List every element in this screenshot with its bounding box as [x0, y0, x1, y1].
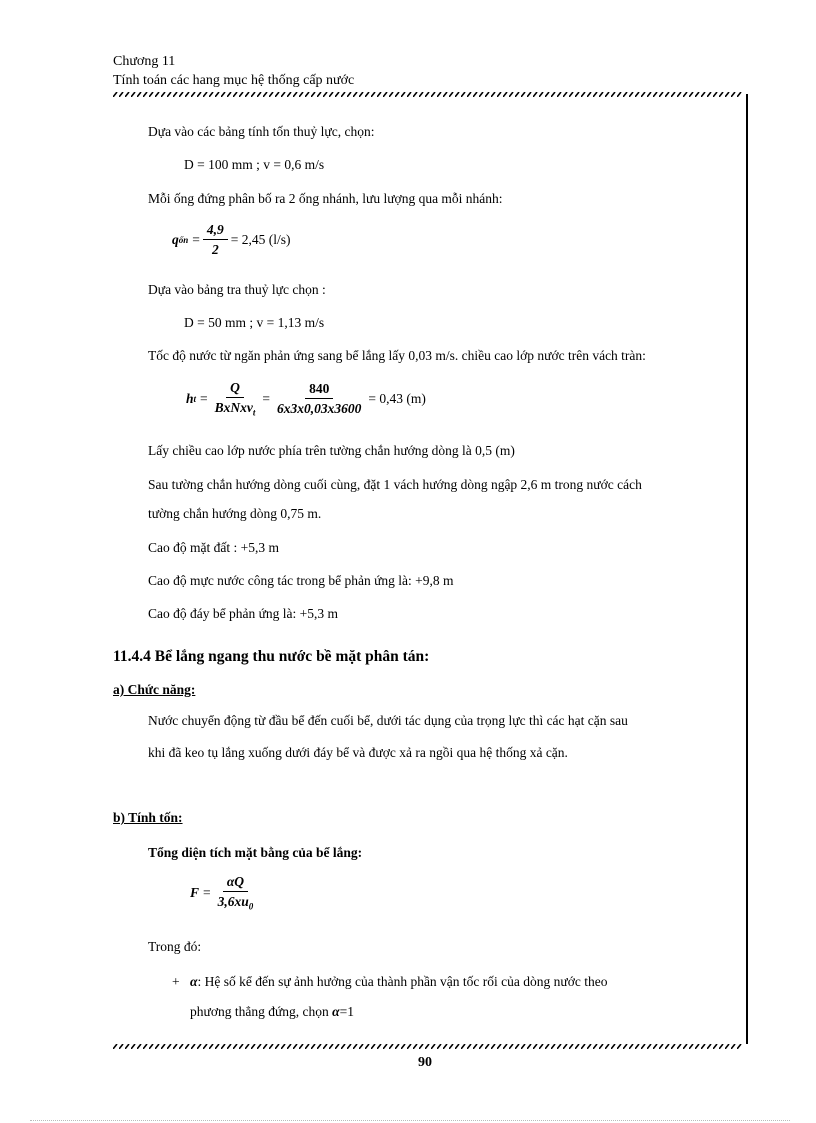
text-line: Nước chuyển động từ đầu bể đến cuối bể, dưới tác dụng của trọng lực thì các hạt cặn sau — [148, 713, 628, 728]
text-line: Mỗi ống đứng phân bố ra 2 ống nhánh, lưu lượng qua mỗi nhánh: — [148, 191, 503, 206]
bullet-line — [190, 974, 607, 990]
text-line: Cao độ mặt đất : +5,3 m — [148, 540, 279, 555]
bullet-mark: + — [172, 974, 180, 989]
formula-result: = 2,45 (l/s) — [230, 232, 291, 247]
footer-rule — [113, 1044, 743, 1049]
formula-numerator: 840 — [305, 381, 333, 399]
formula-denominator: 2 — [211, 242, 219, 257]
bold-line: Tổng diện tích mặt bằng của bể lắng: — [148, 845, 363, 860]
formula-denominator-sub: t — [252, 407, 256, 418]
text-line: D = 50 mm ; v = 1,13 m/s — [184, 315, 325, 330]
bullet-text: phương thẳng đứng, chọn — [190, 1004, 329, 1019]
text-line: tường chắn hướng dòng 0,75 m. — [148, 506, 322, 521]
page-edge — [30, 1120, 790, 1121]
formula-h: h t = Q BxNxv$_t$ = $\frac{840}{6x3x0,03x3600}$ = 0,43 (m) — [186, 380, 426, 418]
text-line: Dựa vào bảng tra thuỷ lực chọn : — [148, 282, 326, 297]
bullet-text: : Hệ số kể đến sự ảnh hưởng của thành phần vận tốc rối của dòng nước theo — [197, 974, 608, 989]
bullet-line — [190, 1004, 354, 1020]
text-line: khi đã keo tụ lắng xuống dưới đáy bể và được xả ra ngồi qua hệ thống xả cặn. — [148, 745, 568, 760]
formula-denominator-sub: 0 — [248, 901, 254, 912]
formula-lhs-sub: ốn — [178, 235, 189, 245]
text-line: D = 100 mm ; v = 0,6 m/s — [184, 157, 325, 172]
formula-lhs: q — [172, 232, 179, 247]
formula-lhs-sub: t — [193, 393, 197, 404]
text-line: Lấy chiều cao lớp nước phía trên tường chắn hướng dòng là 0,5 (m) — [148, 443, 515, 458]
subsection-a-title: a) Chức năng: — [113, 682, 196, 697]
formula-lhs: h — [186, 390, 194, 406]
formula-lhs: F — [190, 884, 200, 900]
alpha-symbol: α — [332, 1004, 340, 1019]
text-line: Tốc độ nước từ ngăn phản ứng sang bể lắng lấy 0,03 m/s. chiều cao lớp nước trên vách tràn: — [148, 348, 646, 363]
header-rule — [113, 92, 743, 97]
page-number: 90 — [418, 1055, 432, 1070]
formula-numerator: 4,9 — [203, 222, 228, 240]
chapter-label: Chương 11 — [113, 54, 176, 69]
formula-numerator: Q — [226, 380, 244, 398]
formula-numerator: αQ — [223, 874, 248, 892]
text-line: Cao độ mực nước công tác trong bể phản ứng là: +9,8 m — [148, 573, 454, 588]
bullet-text-end: =1 — [339, 1004, 354, 1019]
alpha-symbol: α — [190, 974, 198, 989]
text-line: Sau tường chắn hướng dòng cuối cùng, đặt 1 vách hướng dòng ngập 2,6 m trong nước cách — [148, 477, 642, 492]
formula-F: F = $\frac{\alpha Q}{3,6xu_0}$ — [190, 874, 254, 912]
text-line: Cao độ đáy bể phản ứng là: +5,3 m — [148, 606, 339, 621]
page-border-shadow — [746, 94, 748, 1044]
formula-result: = 0,43 (m) — [368, 390, 426, 406]
subsection-b-title: b) Tính tốn: — [113, 810, 183, 825]
chapter-title: Tính toán các hang mục hệ thống cấp nước — [113, 73, 355, 88]
formula-denominator: 3,6xu — [217, 894, 249, 909]
text-line: Dựa vào các bảng tính tốn thuỷ lực, chọn: — [148, 124, 375, 139]
text-line: Trong đó: — [148, 939, 202, 954]
formula-denominator: BxNxv — [214, 400, 253, 415]
section-heading: 11.4.4 Bể lắng ngang thu nước bề mặt phân tán: — [113, 648, 430, 665]
formula-q: q ốn = $\frac{4,9}{2}$ = 2,45 (l/s) — [172, 222, 291, 257]
formula-denominator: 6x3x0,03x3600 — [277, 400, 362, 416]
